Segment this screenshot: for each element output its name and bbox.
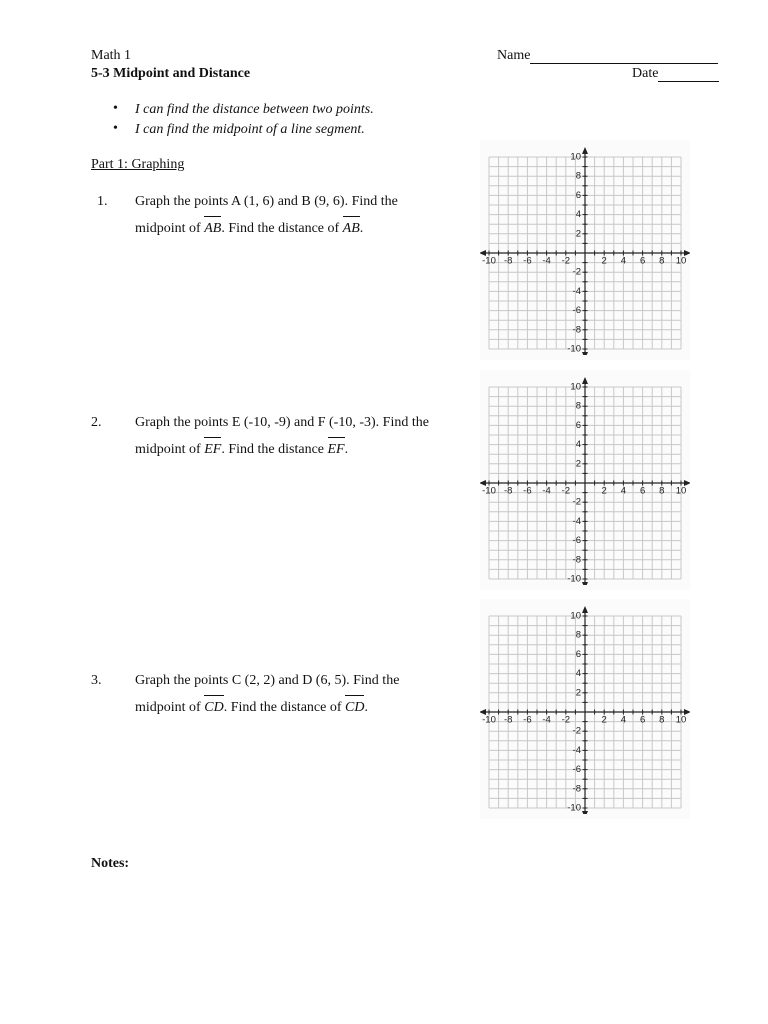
y-tick-label: 4 bbox=[575, 439, 581, 451]
x-tick-label: 4 bbox=[620, 255, 627, 267]
bullet-icon: • bbox=[113, 121, 118, 136]
objective-item: • I can find the midpoint of a line segment. bbox=[113, 121, 365, 137]
y-tick-label: -6 bbox=[572, 535, 581, 547]
x-tick-label: 8 bbox=[659, 255, 665, 267]
x-tick-label: -10 bbox=[482, 255, 496, 267]
y-tick-label: 10 bbox=[570, 151, 581, 163]
segment-ef: EF bbox=[328, 435, 345, 462]
y-tick-label: 2 bbox=[575, 228, 581, 240]
x-tick-label: 10 bbox=[675, 255, 687, 267]
date-field[interactable] bbox=[632, 66, 719, 82]
x-tick-label: -4 bbox=[542, 255, 551, 267]
y-tick-label: 10 bbox=[570, 381, 581, 393]
objective-item: • I can find the distance between two points. bbox=[113, 101, 374, 117]
problem-number: 3. bbox=[91, 673, 102, 688]
y-axis-arrow-down-icon bbox=[582, 352, 588, 355]
coordinate-grid-2[interactable] bbox=[480, 370, 690, 590]
y-tick-label: -4 bbox=[572, 744, 581, 756]
x-tick-label: -2 bbox=[561, 714, 571, 726]
segment-ef: EF bbox=[204, 435, 221, 462]
y-tick-label: 4 bbox=[575, 209, 581, 221]
y-axis-arrow-down-icon bbox=[582, 582, 588, 585]
part1-heading: Part 1: Graphing bbox=[91, 157, 185, 172]
name-blank[interactable] bbox=[530, 49, 718, 64]
segment-cd: CD bbox=[345, 693, 364, 720]
y-tick-label: -10 bbox=[567, 343, 581, 355]
date-label: Date bbox=[632, 66, 659, 81]
problem-2-text: Graph the points E (-10, -9) and F (-10, -3). Find the midpoint of EF. Find the distance EF. bbox=[135, 410, 429, 462]
y-tick-label: 6 bbox=[575, 419, 581, 431]
y-tick-label: -6 bbox=[572, 764, 581, 776]
x-tick-label: 6 bbox=[639, 255, 646, 267]
problem-1-text: Graph the points A (1, 6) and B (9, 6). Find the midpoint of AB. Find the distance of AB. bbox=[135, 189, 398, 241]
x-tick-label: -4 bbox=[542, 485, 551, 497]
x-tick-label: 10 bbox=[675, 485, 687, 497]
y-tick-label: 4 bbox=[575, 668, 581, 680]
y-tick-label: -2 bbox=[572, 496, 581, 508]
y-tick-label: -10 bbox=[567, 573, 581, 585]
y-axis-arrow-up-icon bbox=[582, 606, 588, 613]
x-tick-label: -8 bbox=[503, 255, 513, 267]
x-tick-label: -2 bbox=[561, 255, 571, 267]
y-tick-label: 8 bbox=[575, 629, 581, 641]
date-blank[interactable] bbox=[658, 67, 719, 82]
x-tick-label: -2 bbox=[561, 485, 571, 497]
y-tick-label: -2 bbox=[572, 266, 581, 278]
x-tick-label: 4 bbox=[620, 714, 627, 726]
x-tick-label: -4 bbox=[542, 714, 551, 726]
notes-label: Notes: bbox=[91, 856, 130, 871]
y-tick-label: 10 bbox=[570, 610, 581, 622]
coordinate-grid-1[interactable] bbox=[480, 140, 690, 360]
x-tick-label: 6 bbox=[639, 485, 646, 497]
problem-number: 2. bbox=[91, 415, 102, 430]
y-axis-arrow-up-icon bbox=[582, 147, 588, 154]
problem-3-text: Graph the points C (2, 2) and D (6, 5). Find the midpoint of CD. Find the distance of CD. bbox=[135, 668, 399, 720]
y-tick-label: 6 bbox=[575, 648, 581, 660]
x-tick-label: -10 bbox=[482, 485, 496, 497]
x-tick-label: 2 bbox=[601, 485, 607, 497]
y-tick-label: -4 bbox=[572, 515, 581, 527]
y-tick-label: -10 bbox=[567, 802, 581, 814]
x-tick-label: -6 bbox=[523, 485, 532, 497]
name-field[interactable] bbox=[497, 48, 718, 64]
segment-ab: AB bbox=[343, 214, 360, 241]
x-tick-label: -10 bbox=[482, 714, 496, 726]
x-tick-label: 2 bbox=[601, 255, 607, 267]
x-tick-label: 8 bbox=[659, 714, 665, 726]
x-tick-label: 6 bbox=[639, 714, 646, 726]
x-tick-label: -6 bbox=[523, 714, 532, 726]
x-tick-label: 8 bbox=[659, 485, 665, 497]
x-tick-label: 4 bbox=[620, 485, 627, 497]
y-tick-label: -8 bbox=[572, 554, 581, 566]
x-tick-label: 10 bbox=[675, 714, 687, 726]
x-tick-label: 2 bbox=[601, 714, 607, 726]
problem-number: 1. bbox=[97, 194, 108, 209]
x-tick-label: -6 bbox=[523, 255, 532, 267]
lesson-title: 5-3 Midpoint and Distance bbox=[91, 66, 251, 81]
course-label: Math 1 bbox=[91, 48, 132, 63]
y-tick-label: 2 bbox=[575, 458, 581, 470]
x-tick-label: -8 bbox=[503, 714, 513, 726]
y-axis-arrow-down-icon bbox=[582, 811, 588, 814]
x-tick-label: -8 bbox=[503, 485, 513, 497]
y-tick-label: -8 bbox=[572, 783, 581, 795]
y-tick-label: -4 bbox=[572, 285, 581, 297]
y-tick-label: -6 bbox=[572, 305, 581, 317]
segment-ab: AB bbox=[204, 214, 221, 241]
coordinate-grid-3[interactable] bbox=[480, 599, 690, 819]
y-tick-label: 2 bbox=[575, 687, 581, 699]
y-axis-arrow-up-icon bbox=[582, 377, 588, 384]
y-tick-label: -8 bbox=[572, 324, 581, 336]
y-tick-label: 6 bbox=[575, 189, 581, 201]
y-tick-label: -2 bbox=[572, 725, 581, 737]
y-tick-label: 8 bbox=[575, 170, 581, 182]
bullet-icon: • bbox=[113, 101, 118, 116]
name-label: Name bbox=[497, 48, 531, 63]
segment-cd: CD bbox=[204, 693, 223, 720]
y-tick-label: 8 bbox=[575, 400, 581, 412]
